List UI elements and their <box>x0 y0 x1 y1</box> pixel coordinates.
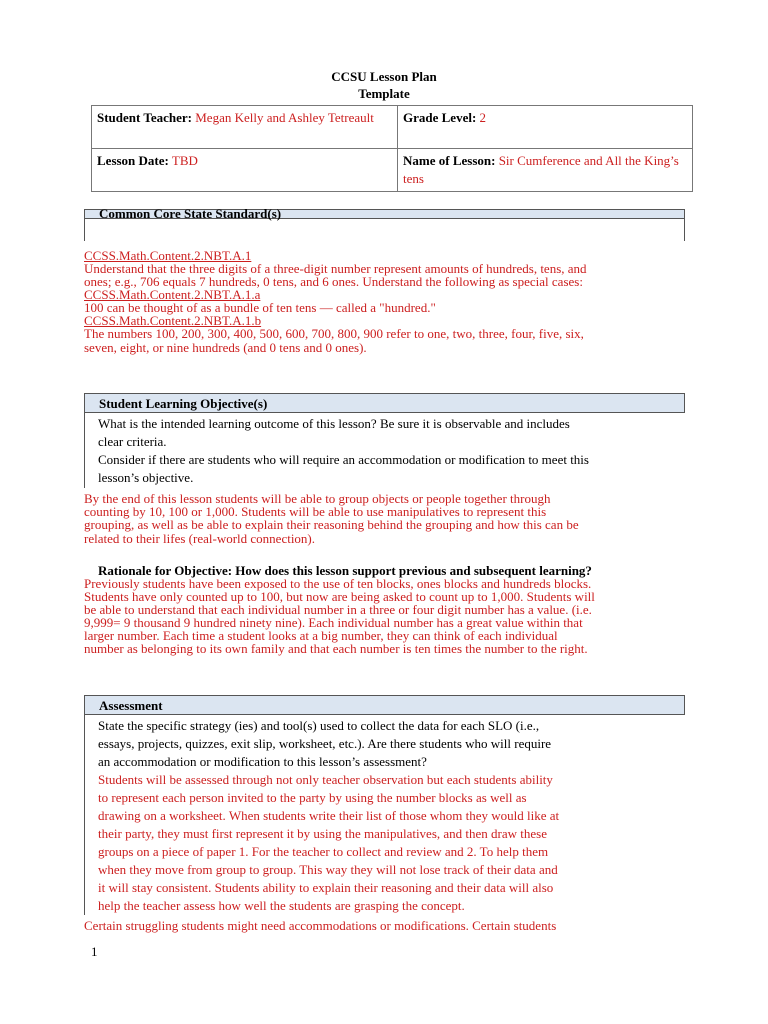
assessment-answer-4: their party, they must first represent it by using the manipulatives, and then draw these <box>98 826 547 841</box>
objective-prompt-2b: lesson’s objective. <box>98 470 194 485</box>
objective-prompt-1a: What is the intended learning outcome of this lesson? Be sure it is observable and includes <box>98 416 570 431</box>
lesson-name-label: Name of Lesson: <box>403 153 496 168</box>
assessment-heading: Assessment <box>84 695 685 715</box>
assessment-answer-8: help the teacher assess how well the students are grasping the concept. <box>98 898 465 913</box>
standard-link-2[interactable]: CCSS.Math.Content.2.NBT.A.1.a <box>84 287 261 302</box>
rationale-heading: Rationale for Objective: How does this lesson support previous and subsequent learning? <box>98 563 592 578</box>
page-subtitle: Template <box>358 86 410 101</box>
objective-answer-2: counting by 10, 100 or 1,000. Students will be able to use manipulatives to represent this <box>84 504 547 519</box>
objective-answer-1: By the end of this lesson students will be able to group objects or people together through <box>84 491 551 506</box>
standard-text-3a: The numbers 100, 200, 300, 400, 500, 600, 700, 800, 900 refer to one, two, three, four, five, six, <box>84 326 584 341</box>
assessment-answer-6: when they move from group to group. This way they will not lose track of their data and <box>98 862 558 877</box>
lesson-name-value: Sir Cumference and All the King’s tens <box>403 153 679 186</box>
assessment-box-left <box>84 715 85 915</box>
grade-level-value: 2 <box>479 110 487 125</box>
standard-link-1[interactable]: CCSS.Math.Content.2.NBT.A.1 <box>84 248 252 263</box>
objectives-heading: Student Learning Objective(s) <box>84 393 685 413</box>
standard-text-2: 100 can be thought of as a bundle of ten tens — called a "hundred." <box>84 300 436 315</box>
lesson-date-cell <box>92 149 398 192</box>
rationale-line-6: number as belonging to its own family and that each number is ten times the number to the right. <box>84 641 588 656</box>
objective-prompt-2a: Consider if there are students who will require an accommodation or modification to meet this <box>98 452 589 467</box>
assessment-prompt-2: essays, projects, quizzes, exit slip, worksheet, etc.). Are there students who will require <box>98 736 552 751</box>
rationale-line-5: larger number. Each time a student looks at a big number, they can think of each individual <box>84 628 558 643</box>
page-title: CCSU Lesson Plan <box>331 69 437 84</box>
standards-box-right <box>684 219 685 241</box>
standards-heading: Common Core State Standard(s) <box>84 209 685 219</box>
rationale-line-2: Students have only counted up to 100, but now are being asked to count up to 1,000. Students will <box>84 589 595 604</box>
rationale-line-1: Previously students have been exposed to the use of ten blocks, ones blocks and hundreds blocks. <box>84 576 592 591</box>
assessment-answer-2: to represent each person invited to the party by using the number blocks as well as <box>98 790 527 805</box>
objective-prompt-1b: clear criteria. <box>98 434 167 449</box>
assessment-answer-5: groups on a piece of paper 1. For the teacher to collect and review and 2. To help them <box>98 844 549 859</box>
assessment-prompt-3: an accommodation or modification to this lesson’s assessment? <box>98 754 427 769</box>
student-teacher-label: Student Teacher: <box>97 110 192 125</box>
grade-level-cell <box>398 106 693 149</box>
lesson-date-label: Lesson Date: <box>97 153 169 168</box>
objective-answer-3: grouping, as well as be able to explain their reasoning behind the grouping and how this can be <box>84 517 579 532</box>
standard-link-3[interactable]: CCSS.Math.Content.2.NBT.A.1.b <box>84 313 262 328</box>
assessment-answer-9: Certain struggling students might need accommodations or modifications. Certain students <box>84 918 557 933</box>
standard-text-1a: Understand that the three digits of a three-digit number represent amounts of hundreds, tens, and <box>84 261 587 276</box>
grade-level-label: Grade Level: <box>403 110 477 125</box>
standard-text-3b: seven, eight, or nine hundreds (and 0 tens and 0 ones). <box>84 340 367 355</box>
assessment-answer-1: Students will be assessed through not only teacher observation but each students ability <box>98 772 553 787</box>
assessment-answer-3: drawing on a worksheet. When students write their list of those whom they would like at <box>98 808 560 823</box>
lesson-info-table <box>91 105 693 192</box>
assessment-prompt-1: State the specific strategy (ies) and tool(s) used to collect the data for each SLO (i.e., <box>98 718 540 733</box>
assessment-answer-7: it will stay consistent. Students ability to explain their reasoning and their data will also <box>98 880 554 895</box>
objectives-box-left <box>84 413 85 488</box>
lesson-name-cell <box>398 149 693 192</box>
standards-box-left <box>84 219 85 241</box>
objective-answer-4: related to their lifes (real-world connection). <box>84 531 316 546</box>
lesson-date-value: TBD <box>171 153 198 168</box>
standard-text-1b: ones; e.g., 706 equals 7 hundreds, 0 tens, and 6 ones. Understand the following as special cases: <box>84 274 583 289</box>
student-teacher-value: Megan Kelly and Ashley Tetreault <box>195 110 374 125</box>
rationale-line-3: be able to understand that each individual number in a three or four digit number has a value. (i.e. <box>84 602 592 617</box>
student-teacher-cell <box>92 106 398 149</box>
page-number: 1 <box>91 944 98 959</box>
rationale-line-4: 9,999= 9 thousand 9 hundred ninety nine). Each individual number has a great value within that <box>84 615 583 630</box>
